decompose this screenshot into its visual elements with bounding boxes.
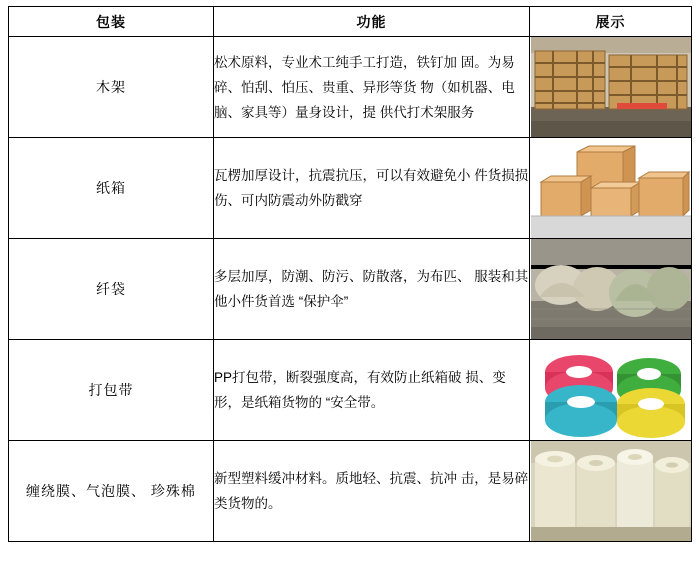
package-name: 缠绕膜、气泡膜、 珍殊棉: [9, 441, 214, 542]
package-function: 松术原料，专业术工纯手工打造，铁钉加 固。为易碎、怕刮、怕压、贵重、异形等货 物（如机器、电脑、家具等）量身设计，提 供代打术架服务: [214, 37, 530, 138]
package-display: [530, 37, 692, 138]
package-function: 新型塑料缓冲材料。质地轻、抗震、抗冲 击，是易碎类货物的。: [214, 441, 530, 542]
column-header-display: 展示: [530, 7, 692, 37]
package-name: 纤袋: [9, 239, 214, 340]
carton-boxes-photo: [531, 138, 691, 238]
package-display: [530, 441, 692, 542]
table-row: [9, 37, 692, 138]
package-name: 木架: [9, 37, 214, 138]
woven-bags-photo: [531, 239, 691, 339]
strapping-rolls-photo: [531, 340, 691, 440]
table-header-row: [9, 7, 692, 37]
package-display: [530, 138, 692, 239]
table-row: [9, 138, 692, 239]
packaging-table: [8, 6, 692, 542]
table-row: [9, 239, 692, 340]
package-display: [530, 340, 692, 441]
package-function: PP打包带，断裂强度高，有效防止纸箱破 损、变形，是纸箱货物的 “安全带。: [214, 340, 530, 441]
column-header-function: 功能: [214, 7, 530, 37]
package-function: 多层加厚，防潮、防污、防散落，为布匹、 服装和其他小件货首选 “保护伞”: [214, 239, 530, 340]
column-header-package: 包装: [9, 7, 214, 37]
package-function: 瓦楞加厚设计，抗震抗压，可以有效避免小 件货损损伤、可内防震动外防戳穿: [214, 138, 530, 239]
table-row: [9, 441, 692, 542]
table-row: [9, 340, 692, 441]
package-display: [530, 239, 692, 340]
package-name: 纸箱: [9, 138, 214, 239]
package-name: 打包带: [9, 340, 214, 441]
stretch-film-rolls-photo: [531, 441, 691, 541]
wooden-crate-photo: [531, 37, 691, 137]
